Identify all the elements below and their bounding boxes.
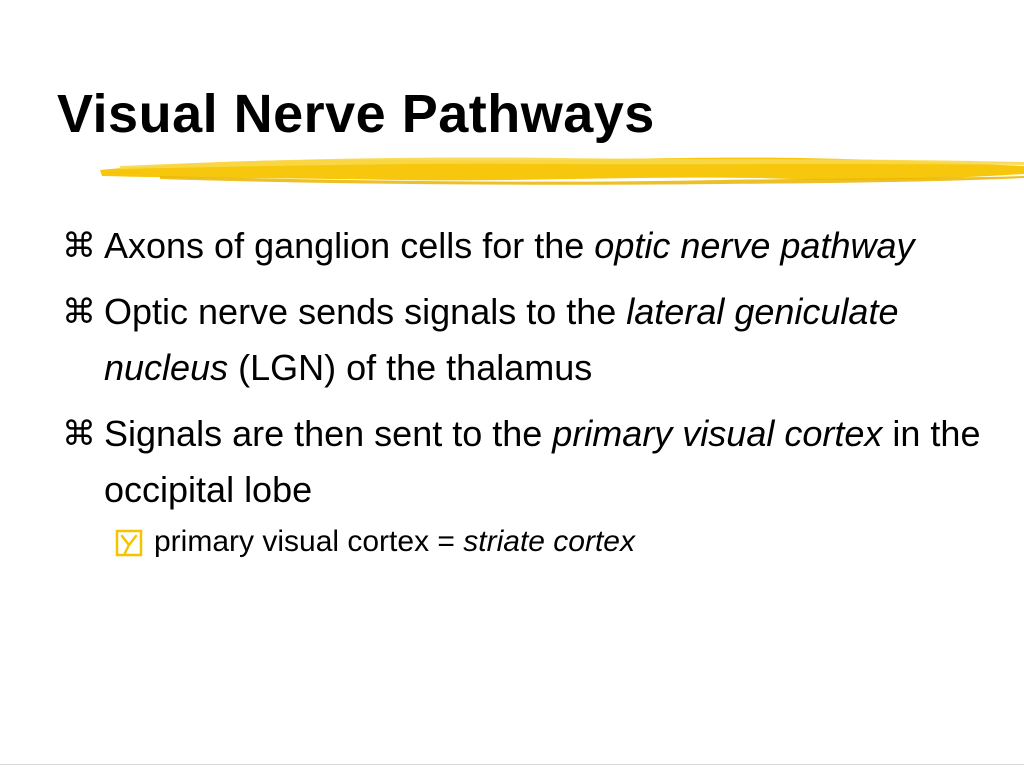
- bullet-text: in the occipital lobe: [104, 413, 981, 510]
- bullet-item: [62, 284, 1002, 396]
- bullet-text: (LGN) of the thalamus: [228, 347, 593, 388]
- command-key-bullet-icon: ⌘: [62, 415, 96, 453]
- bullet-text: Signals are then sent to the: [104, 413, 553, 454]
- bullet-text: Optic nerve sends signals to the: [104, 291, 627, 332]
- bullet-term: lateral geniculate nucleus: [104, 291, 899, 388]
- bullet-text: Axons of ganglion cells for the: [104, 225, 595, 266]
- slide-title: Visual Nerve Pathways: [57, 84, 655, 144]
- bullet-item: [62, 218, 1002, 274]
- footer-divider: [0, 764, 1024, 765]
- title-underline-brushstroke: [100, 148, 1024, 188]
- bullet-term: optic nerve pathway: [594, 225, 915, 266]
- y-checkbox-icon: [114, 528, 144, 558]
- bullet-item: [62, 406, 1002, 518]
- sub-bullet-text: primary visual cortex =: [154, 525, 464, 558]
- sub-bullet-item: [114, 522, 1002, 562]
- bullet-term: primary visual cortex: [552, 413, 883, 454]
- sub-bullet-term: striate cortex: [463, 525, 635, 558]
- command-key-bullet-icon: ⌘: [62, 293, 96, 331]
- command-key-bullet-icon: ⌘: [62, 227, 96, 265]
- bullet-list: [62, 218, 1002, 562]
